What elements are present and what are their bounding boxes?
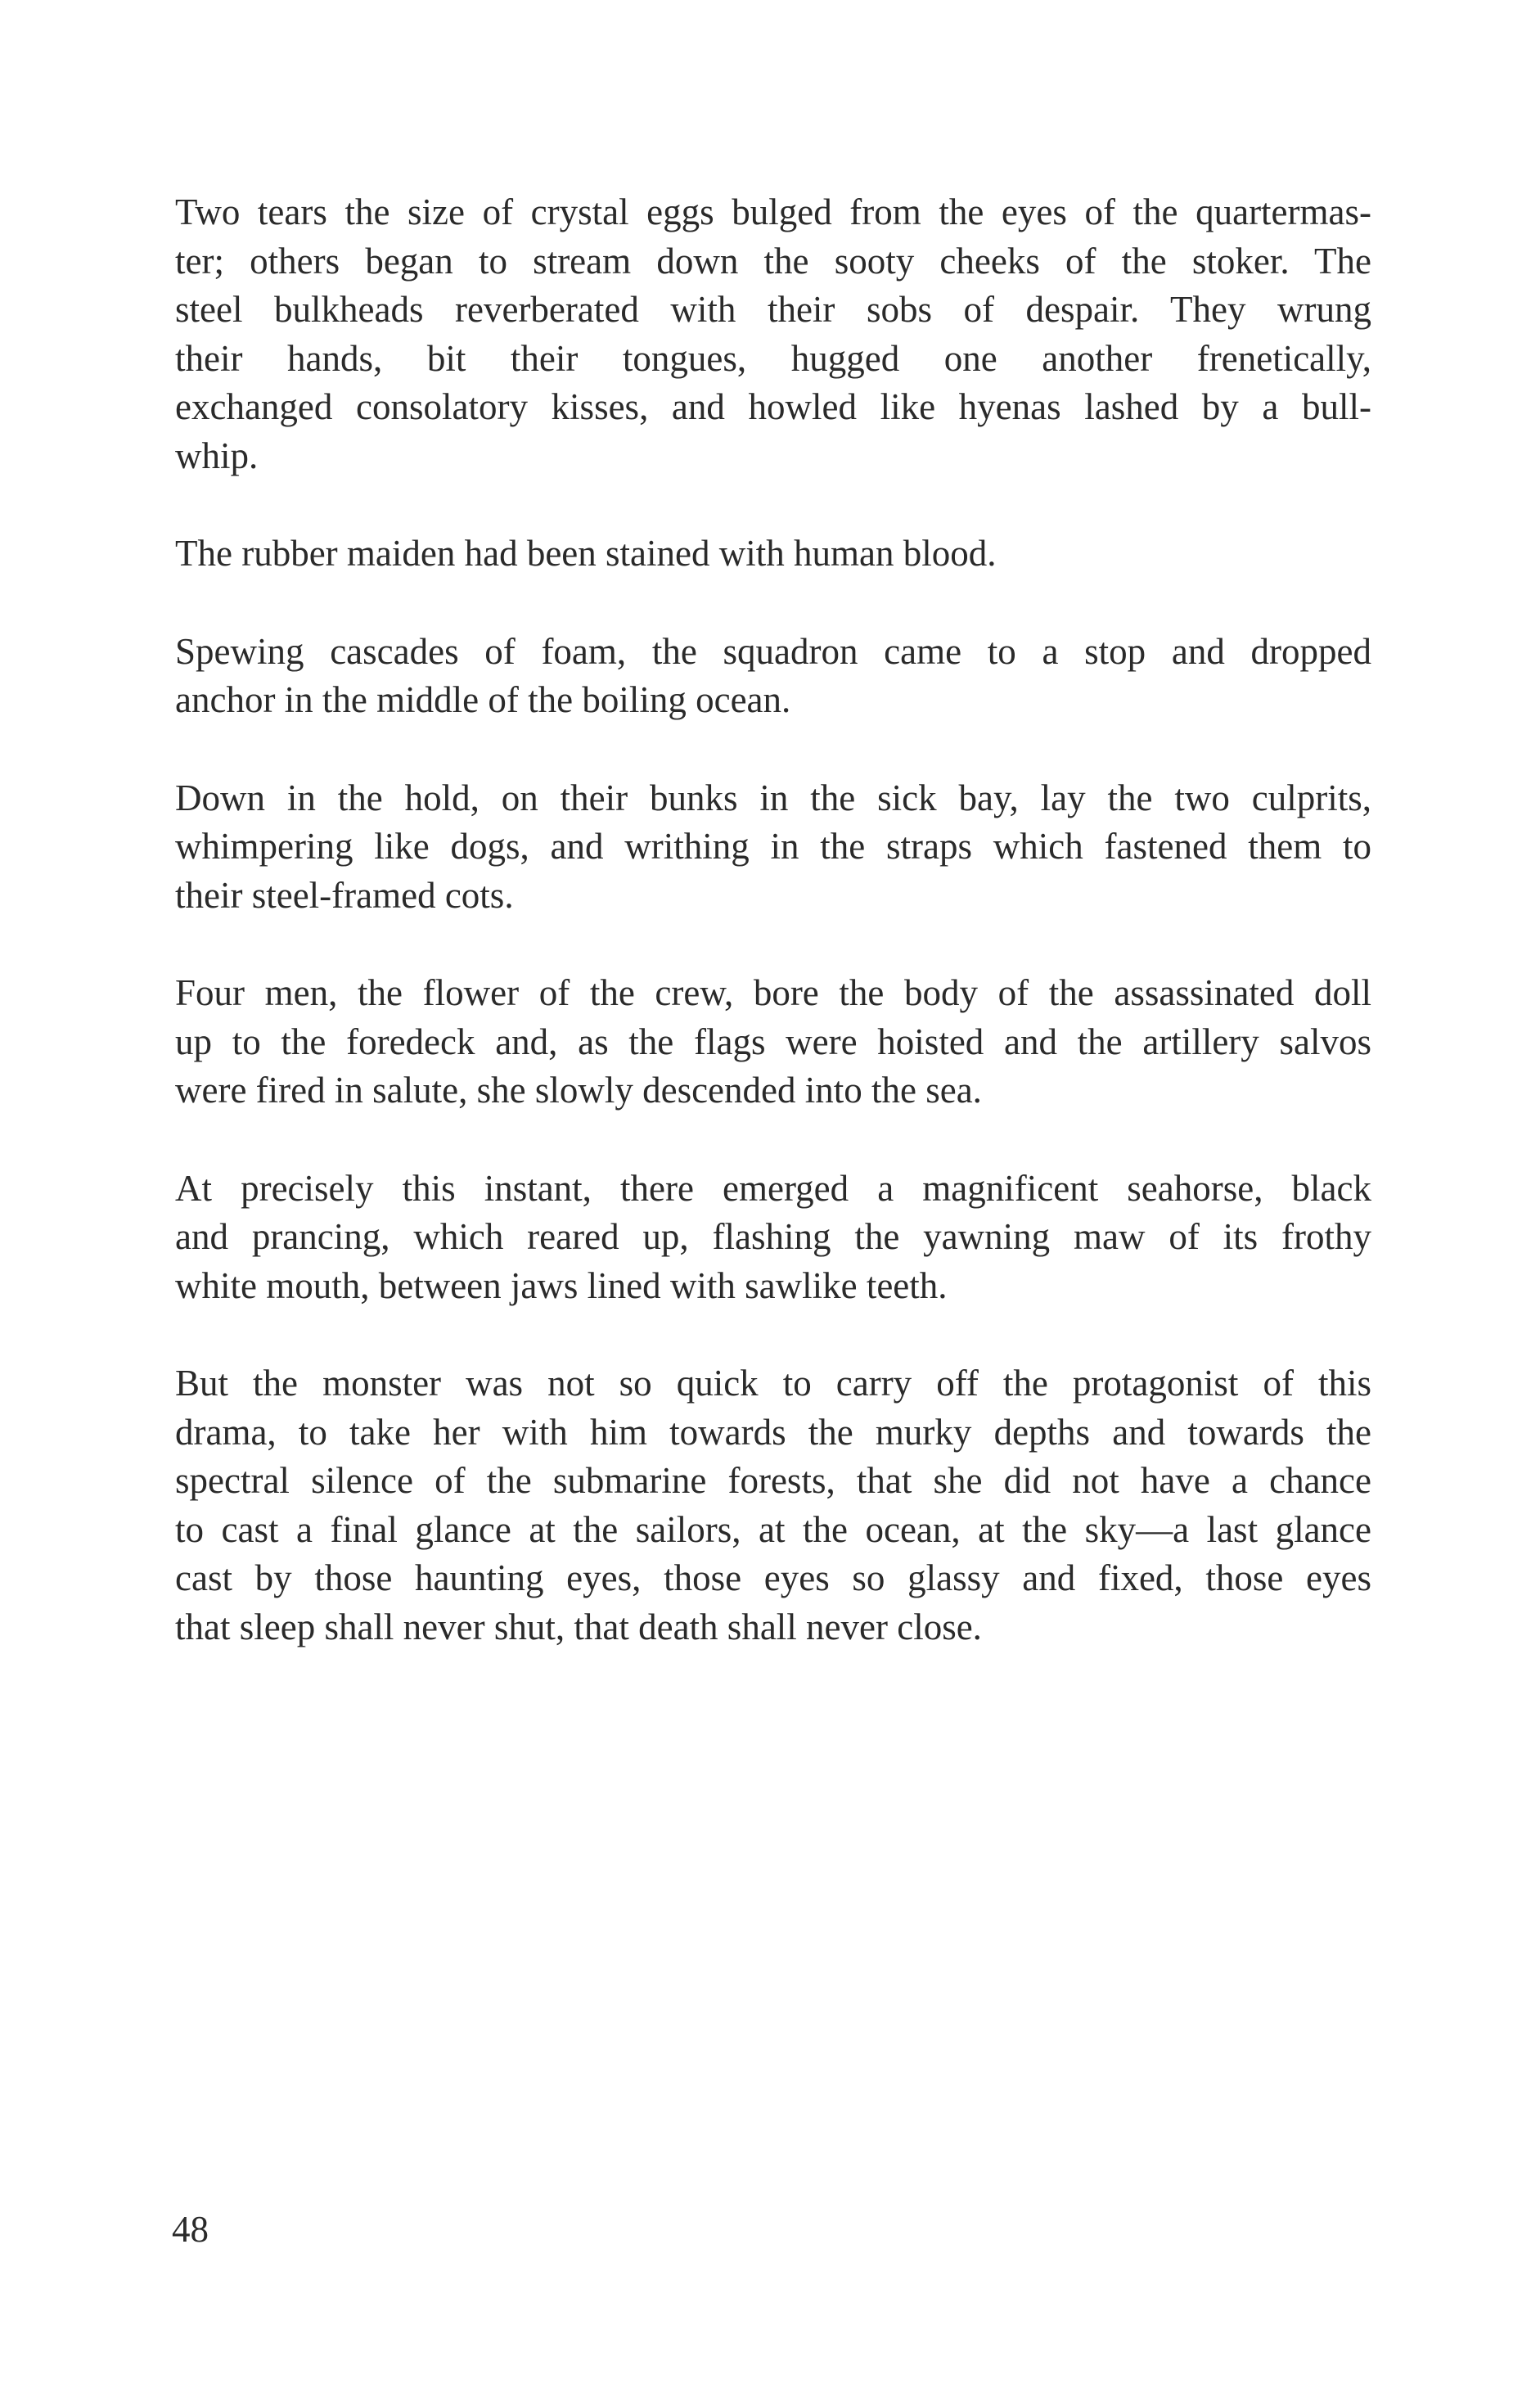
page-number: 48: [172, 2209, 209, 2250]
text-line: At precisely this instant, there emerged a magnificent seahorse, black: [175, 1167, 1371, 1209]
text-line: up to the foredeck and, as the flags were hoisted and the artillery salvos: [175, 1021, 1371, 1062]
text-line: Two tears the size of crystal eggs bulged from the eyes of the quartermas-: [175, 192, 1371, 232]
text-line: and prancing, which reared up, flashing the yawning maw of its frothy: [175, 1216, 1371, 1257]
paragraph-6: [175, 1165, 1371, 1311]
text-line: to cast a final glance at the sailors, at the ocean, at the sky—a last glance: [175, 1508, 1371, 1550]
text-line: steel bulkheads reverberated with their sobs of despair. They wrung: [175, 289, 1371, 330]
text-line: ter; others began to stream down the sooty cheeks of the stoker. The: [175, 240, 1371, 282]
text-line: anchor in the middle of the boiling ocean.: [175, 679, 791, 720]
text-line: their steel-framed cots.: [175, 874, 514, 916]
text-line: their hands, bit their tongues, hugged one another frenetically,: [175, 337, 1371, 379]
text-line: that sleep shall never shut, that death shall never close.: [175, 1606, 982, 1647]
text-line: The rubber maiden had been stained with human blood.: [175, 533, 997, 574]
body-text: [175, 188, 1371, 1701]
paragraph-7: [175, 1359, 1371, 1652]
text-line: But the monster was not so quick to carry off the protagonist of this: [175, 1363, 1371, 1404]
text-line: were fired in salute, she slowly descended into the sea.: [175, 1070, 982, 1111]
paragraph-2: [175, 530, 1371, 579]
text-line: exchanged consolatory kisses, and howled like hyenas lashed by a bull-: [175, 386, 1371, 427]
text-line: Four men, the flower of the crew, bore the body of the assassinated doll: [175, 972, 1371, 1013]
text-line: Spewing cascades of foam, the squadron came to a stop and dropped: [175, 630, 1371, 672]
text-line: spectral silence of the submarine forests, that she did not have a chance: [175, 1460, 1371, 1501]
text-line: Down in the hold, on their bunks in the sick bay, lay the two culprits,: [175, 777, 1371, 818]
paragraph-1: [175, 188, 1371, 480]
paragraph-3: [175, 628, 1371, 725]
text-line: cast by those haunting eyes, those eyes so glassy and fixed, those eyes: [175, 1557, 1371, 1598]
paragraph-5: [175, 969, 1371, 1115]
paragraph-4: [175, 774, 1371, 921]
text-line: whimpering like dogs, and writhing in the straps which fastened them to: [175, 826, 1371, 867]
text-line: drama, to take her with him towards the murky depths and towards the: [175, 1411, 1371, 1453]
text-line: whip.: [175, 435, 259, 476]
text-line: white mouth, between jaws lined with sawlike teeth.: [175, 1264, 948, 1306]
